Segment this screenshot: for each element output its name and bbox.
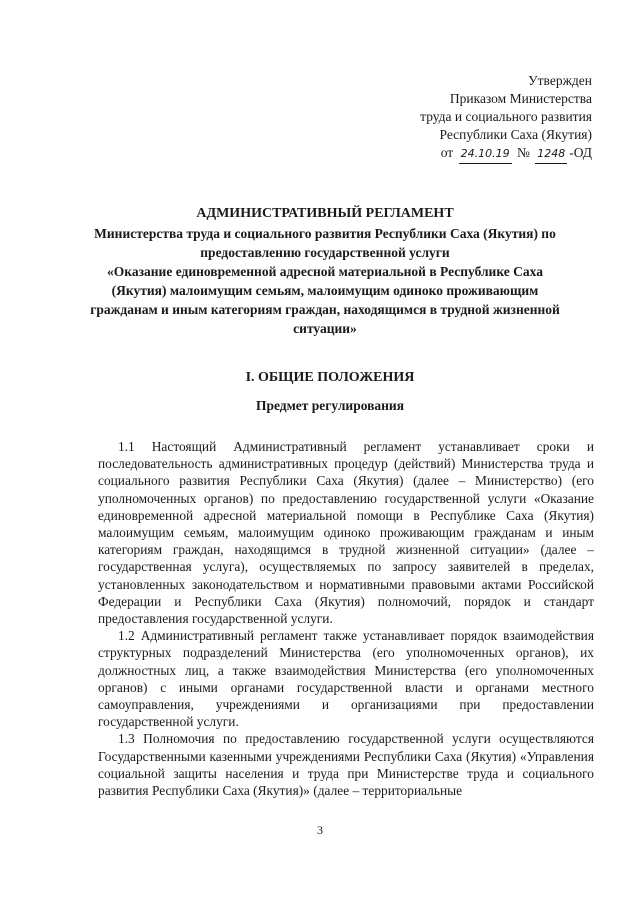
title-line-6: ситуации» [293, 321, 357, 336]
paragraph-1-1: 1.1 Настоящий Административный регламент устанавливает сроки и последовательность административных процедур (действий) Министерства труда и социального развития Республики Саха (Якутия) (далее – Министерство) (его уполномоченных органов) по предоставлению государственной услуги «Оказание единовременной адресной материальной помощи в Республике Саха (Якутия) малоимущим семьям, малоимущим одиноко проживающим гражданам и иным категориям граждан, находящимся в трудной жизненной ситуации» (далее – государственная услуга), осуществляемых по запросу заявителей в пределах, установленных законодательством и нормативными правовыми актами Российской Федерации и Республики Саха (Якутия) полномочий, порядок и стандарт предоставления государственной услуги. [98, 439, 594, 627]
title-main: АДМИНИСТРАТИВНЫЙ РЕГЛАМЕНТ [196, 206, 454, 221]
number-prefix: № [516, 145, 530, 160]
approval-line-4: Республики Саха (Якутия) [439, 127, 592, 142]
approval-line-1: Утвержден [528, 73, 592, 88]
paragraph-1-2: 1.2 Административный регламент также устанавливает порядок взаимодействия структурных подразделений Министерства (его уполномоченных органов), их должностных лиц, а также взаимодействия Министерства (его уполномоченных органов) с иными органами государственной власти и органами местного самоуправления, учреждениями и организациями при предоставлении государственной услуги. [98, 628, 594, 730]
document-title [60, 204, 590, 338]
title-line-4: (Якутия) малоимущим семьям, малоимущим одиноко проживающим [111, 283, 539, 298]
page-number: 3 [317, 823, 323, 837]
body-text [98, 438, 594, 799]
section-heading: I. ОБЩИЕ ПОЛОЖЕНИЯ [245, 370, 415, 385]
handwritten-number: 1248 [535, 145, 567, 164]
handwritten-date: 24.10.19 [459, 145, 512, 164]
title-line-3: «Оказание единовременной адресной материальной в Республике Саха [107, 264, 543, 279]
approval-line-2: Приказом Министерства [449, 91, 592, 106]
approval-stamp [352, 72, 592, 164]
approval-line-3: труда и социального развития [420, 109, 592, 124]
title-line-1: Министерства труда и социального развития Республики Саха (Якутия) по [94, 226, 556, 241]
approval-date-line [352, 144, 592, 164]
paragraph-1-3: 1.3 Полномочия по предоставлению государственной услуги осуществляются Государственными казенными учреждениями Республики Саха (Якутия) «Управления социальной защиты населения и труда при Министерстве труда и социального развития Республики Саха (Якутия)» (далее – территориальные [98, 731, 594, 799]
title-line-2: предоставлению государственной услуги [200, 245, 450, 260]
title-line-5: гражданам и иным категориям граждан, находящимся в трудной жизненной [90, 302, 560, 317]
number-suffix: -ОД [569, 145, 592, 160]
section-subheading: Предмет регулирования [255, 398, 405, 413]
date-prefix: от [440, 145, 454, 160]
